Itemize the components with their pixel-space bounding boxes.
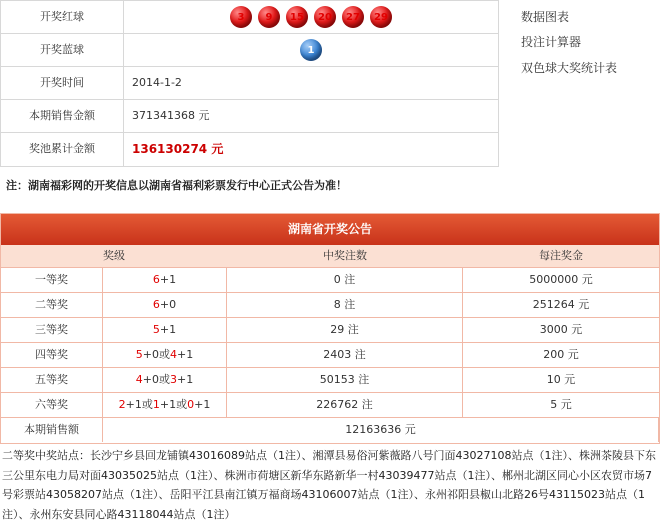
match-rule-part: 2 — [118, 398, 126, 411]
jackpot-stats-link[interactable]: 双色球大奖统计表 — [521, 61, 618, 75]
draw-date-value: 2014-1-2 — [132, 76, 182, 89]
table-row — [1, 343, 659, 368]
match-rule-part: +1 — [177, 373, 194, 386]
prize-amount: 251264 元 — [532, 298, 590, 311]
red-balls — [124, 1, 498, 33]
match-rule-part: +1 — [159, 273, 177, 286]
prize-level: 一等奖 — [1, 268, 103, 292]
blue-balls — [124, 34, 498, 66]
match-rule — [103, 368, 227, 392]
winner-count: 2403 注 — [227, 343, 463, 367]
winner-count: 29 注 — [227, 318, 463, 342]
red-ball: 15 — [286, 6, 308, 28]
results-table — [0, 213, 660, 444]
match-rule — [103, 318, 227, 342]
match-rule-part: +1 — [177, 348, 194, 361]
col-prize-header: 每注奖金 — [539, 249, 583, 262]
blue-ball-label: 开奖蓝球 — [1, 34, 124, 66]
match-rule-part: +0或 — [142, 348, 170, 361]
sales-label: 本期销售金额 — [1, 100, 124, 132]
table-row — [1, 318, 659, 343]
match-rule — [103, 268, 227, 292]
sales-value: 371341368 元 — [132, 109, 210, 122]
match-rule-part: 4 — [135, 373, 143, 386]
match-rule — [103, 343, 227, 367]
disclaimer-note: 注：湖南福彩网的开奖信息以湖南省福利彩票发行中心正式公告为准！ — [6, 179, 347, 192]
blue-ball-row — [1, 34, 498, 67]
red-ball: 9 — [258, 6, 280, 28]
match-rule-part: 6 — [152, 298, 160, 311]
prize-level: 三等奖 — [1, 318, 103, 342]
red-ball: 20 — [314, 6, 336, 28]
total-sales-value: 12163636 元 — [103, 418, 659, 442]
draw-info-table — [0, 0, 499, 167]
red-ball: 29 — [370, 6, 392, 28]
red-ball: 27 — [342, 6, 364, 28]
red-balls-label: 开奖红球 — [1, 1, 124, 33]
red-ball: 3 — [230, 6, 252, 28]
blue-ball: 1 — [300, 39, 322, 61]
match-rule — [103, 393, 227, 417]
table-row — [1, 368, 659, 393]
winner-count: 50153 注 — [227, 368, 463, 392]
prize-level: 六等奖 — [1, 393, 103, 417]
prize-amount: 3000 元 — [539, 323, 583, 336]
winner-count: 8 注 — [227, 293, 463, 317]
match-rule-part: +1 — [159, 323, 177, 336]
match-rule-part: 5 — [152, 323, 160, 336]
match-rule-part: +1 — [194, 398, 211, 411]
table-row — [1, 393, 659, 418]
prize-level: 四等奖 — [1, 343, 103, 367]
draw-date-label: 开奖时间 — [1, 67, 124, 99]
match-rule-part: +1或 — [159, 398, 188, 411]
match-rule-part: +0 — [159, 298, 177, 311]
prize-amount: 10 元 — [546, 373, 576, 386]
draw-date-row — [1, 67, 498, 100]
total-sales-row — [1, 418, 659, 443]
match-rule-part: 0 — [187, 398, 195, 411]
match-rule-part: 6 — [152, 273, 160, 286]
col-level-header: 奖级 — [103, 249, 125, 262]
data-chart-link[interactable]: 数据图表 — [521, 10, 570, 24]
prize-level: 五等奖 — [1, 368, 103, 392]
jackpot-row — [1, 133, 498, 166]
match-rule-part: 1 — [152, 398, 160, 411]
prize-amount: 5 元 — [550, 398, 572, 411]
bet-calculator-link[interactable]: 投注计算器 — [521, 35, 582, 49]
jackpot-label: 奖池累计金额 — [1, 133, 124, 166]
table-row — [1, 268, 659, 293]
winner-count: 226762 注 — [227, 393, 463, 417]
match-rule-part: +0或 — [142, 373, 170, 386]
results-header-row — [1, 245, 659, 268]
match-rule-part: 3 — [170, 373, 177, 386]
winning-stations-text: 二等奖中奖站点：长沙宁乡县回龙铺镇43016089站点（1注）、湘潭县易俗河紫薇路八号门面43027108站点（1注）、株洲茶陵县下东三公里东电力局对面43035025站点（1注）、株洲市荷塘区新华东路新华一村43039477站点（1注）、郴州北湖区同心小区农贸市场7号彩票站43058207站点（1注）、岳阳平江县南江镇万福商场43106007站点（1注）、永州祁阳县椒山北路26号43115023站点（1注）、永州东安县同心路43118044站点（1注） — [2, 449, 656, 521]
prize-amount: 200 元 — [543, 348, 579, 361]
jackpot-value: 136130274 元 — [132, 142, 224, 156]
total-sales-label: 本期销售额 — [1, 418, 103, 442]
winner-count: 0 注 — [227, 268, 463, 292]
red-balls-row — [1, 1, 498, 34]
sales-row — [1, 100, 498, 133]
match-rule-part: 5 — [135, 348, 143, 361]
results-title: 湖南省开奖公告 — [1, 214, 659, 245]
table-row — [1, 293, 659, 318]
match-rule-part: 4 — [170, 348, 177, 361]
col-count-header: 中奖注数 — [323, 249, 367, 262]
match-rule — [103, 293, 227, 317]
prize-amount: 5000000 元 — [529, 273, 593, 286]
prize-level: 二等奖 — [1, 293, 103, 317]
match-rule-part: +1或 — [125, 398, 153, 411]
